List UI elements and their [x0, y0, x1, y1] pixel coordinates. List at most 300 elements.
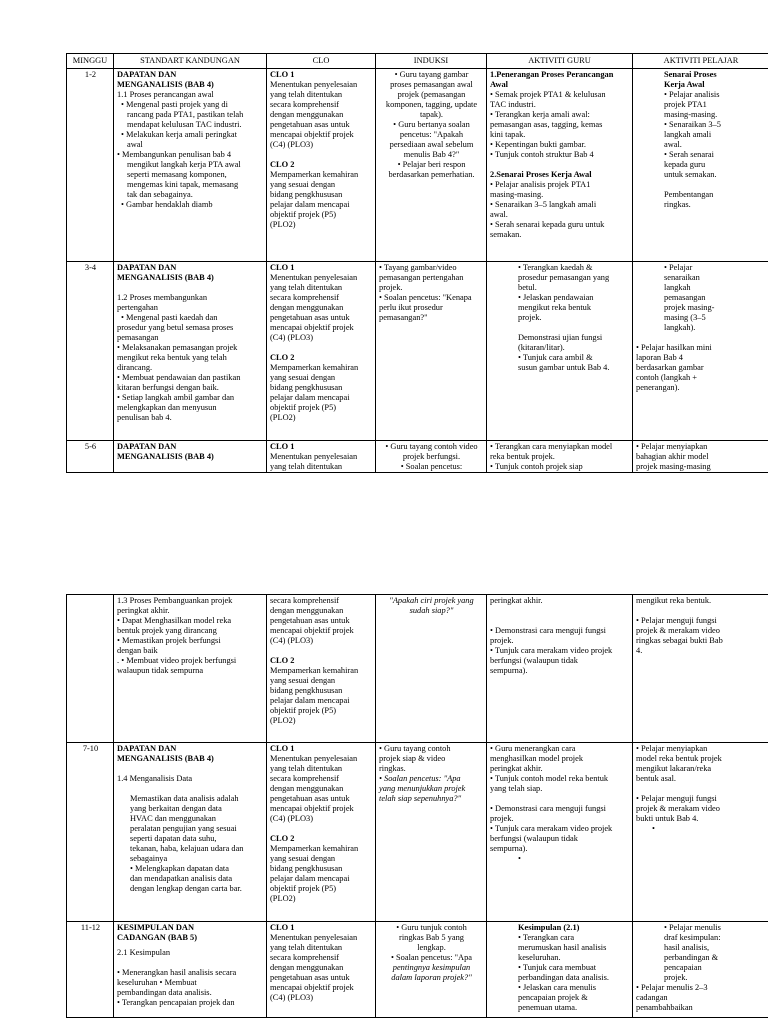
bullet-glyph: •	[518, 854, 521, 863]
header-induksi: INDUKSI	[376, 54, 487, 69]
induksi-line: • Soalan pencetus: "Apa	[379, 774, 461, 783]
ag-line: awal.	[490, 210, 508, 219]
induksi-line: pencetus: "Apakah	[399, 130, 464, 139]
sk-line: rancang pada PTA1, pastikan telah	[127, 110, 244, 119]
aktiviti-guru-cell	[487, 595, 633, 743]
clo1-title: CLO 1	[270, 263, 295, 272]
clo1-title: CLO 1	[270, 70, 295, 79]
clo-line: pelajar dalam mencapai	[270, 200, 350, 209]
ap-line: • Pelajar menguji fungsi	[636, 616, 717, 625]
induksi-line: projek.	[379, 283, 403, 292]
clo-line: pengetahuan asas untuk	[270, 120, 350, 129]
induksi-line: pemasangan pertengahan	[379, 273, 464, 282]
clo2-title: CLO 2	[270, 160, 295, 169]
clo2-title: CLO 2	[270, 834, 295, 843]
sk-subtitle: 2.1 Kesimpulan	[117, 948, 171, 957]
ap-line: bentuk asal.	[636, 774, 677, 783]
table-row	[67, 441, 768, 473]
minggu-cell	[67, 595, 114, 743]
standart-kandungan-cell	[114, 595, 267, 743]
clo-line: Mempamerkan kemahiran	[270, 844, 359, 853]
aktiviti-pelajar-cell	[633, 441, 768, 473]
ap-line: ringkas.	[664, 200, 691, 209]
clo-line: yang telah ditentukan	[270, 764, 343, 773]
ap-line: awal.	[664, 140, 682, 149]
ag-line: • Demonstrasi cara menguji fungsi	[490, 804, 606, 813]
induksi-line: perlu ikut prosedur	[379, 303, 443, 312]
ap-line: mengikut reka bentuk.	[636, 596, 712, 605]
ag-line: • Terangkan cara	[518, 933, 575, 942]
sk-line: pembandingan data analisis.	[117, 988, 212, 997]
sk-line: awal	[127, 140, 143, 149]
clo-line: mencapai objektif projek	[270, 323, 354, 332]
aktiviti-pelajar-cell	[633, 69, 768, 262]
clo-cell	[267, 441, 376, 473]
ag-line: berfungsi (walaupun tidak	[490, 834, 578, 843]
induksi-line: projek siap & video	[379, 754, 446, 763]
induksi-line: yang menunjukkan projek	[379, 784, 466, 793]
induksi-line: persediaan awal sebelum	[389, 140, 474, 149]
ag-line: • Serah senarai kepada guru untuk	[490, 220, 605, 229]
induksi-cell	[376, 595, 487, 743]
ap-line: • • Pelajar menulis	[636, 923, 767, 933]
ag-line: • • Terangkan kaedah &	[490, 263, 630, 273]
sk-line: mendapat kelulusan TAC industri.	[127, 120, 242, 129]
clo-cell	[267, 69, 376, 262]
ap-line: penambahbaikan	[636, 1003, 693, 1012]
induksi-line: • Pelajar beri respon	[397, 160, 466, 169]
ag-line: peringkat akhir.	[490, 764, 543, 773]
ap-line: • Pembentangan	[636, 190, 767, 200]
ap-line: pencapaian	[664, 963, 702, 972]
clo-line: mencapai objektif projek	[270, 626, 354, 635]
clo-line: (C4) (PLO3)	[270, 636, 314, 645]
sk-line: bentuk projek yang dirancang	[117, 626, 217, 635]
ag-line: • Semak projek PTA1 & kelulusan	[490, 90, 606, 99]
ag-heading: Awal	[490, 80, 508, 89]
table-row	[67, 69, 768, 262]
sk-title: MENGANALISIS (BAB 4)	[117, 452, 214, 461]
clo-line: dengan menggunakan	[270, 963, 344, 972]
ag-line: penemuan utama.	[518, 1003, 578, 1012]
aktiviti-guru-cell	[487, 922, 633, 1018]
induksi-line: • Guru tayang contoh video	[385, 442, 478, 451]
ag-line: kini tapak.	[490, 130, 526, 139]
induksi-line: menulis Bab 4?"	[403, 150, 460, 159]
sk-line: • Melakukan kerja amali peringkat	[121, 130, 237, 139]
ag-line: • Demonstrasi ujian fungsi	[490, 333, 630, 343]
ag-line: • Terangkan kerja amali awal:	[490, 110, 590, 119]
induksi-line: berdasarkan pemerhatian.	[388, 170, 475, 179]
ag-line: reka bentuk projek.	[490, 452, 555, 461]
clo1-title: CLO 1	[270, 442, 295, 451]
clo-line: yang telah ditentukan	[270, 943, 343, 952]
induksi-line: • Guru bertanya soalan	[393, 120, 470, 129]
induksi-line: pemasangan?"	[379, 313, 428, 322]
induksi-line: "Apakah ciri projek yang	[389, 596, 474, 605]
sk-title: DAPATAN DAN	[117, 442, 177, 451]
clo-line: (PLO2)	[270, 413, 296, 422]
induksi-line: pentingnya kesimpulan	[392, 963, 471, 972]
clo-line: Menentukan penyelesaian	[270, 452, 358, 461]
ap-line: masing (3–5	[664, 313, 706, 322]
clo-line: Mempamerkan kemahiran	[270, 363, 359, 372]
standart-kandungan-cell	[114, 743, 267, 922]
ag-line: semakan.	[490, 230, 522, 239]
ag-line: • Terangkan cara menyiapkan model	[490, 442, 613, 451]
ap-line: • Pelajar analisis	[664, 90, 720, 99]
induksi-line: • Tayang gambar/video	[379, 263, 457, 272]
table-header-row	[67, 54, 768, 69]
sk-line: seperti dapatan data suhu,	[130, 834, 217, 843]
ag-line: berfungsi (walaupun tidak	[490, 656, 578, 665]
sk-line: kitaran berfungsi dengan baik.	[117, 383, 219, 392]
ap-line: hasil analisis,	[664, 943, 710, 952]
sk-line: tekanan, haba, kelajuan udara dan	[130, 844, 244, 853]
ag-line: peringkat akhir.	[490, 596, 543, 605]
clo-line: objektif projek (P5)	[270, 706, 337, 715]
aktiviti-guru-cell	[487, 743, 633, 922]
sk-title: DAPATAN DAN	[117, 70, 177, 79]
bullet-glyph: •	[652, 824, 655, 833]
lesson-plan-table-page2	[66, 594, 768, 1018]
ag-line: • Kepentingan bukti gambar.	[490, 140, 586, 149]
ag-line: projek.	[490, 814, 514, 823]
sk-line: • Mengenal pasti projek yang di	[121, 100, 228, 109]
sk-title: DAPATAN DAN	[117, 744, 177, 753]
sk-line: pemasangan	[117, 333, 159, 342]
clo-line: (C4) (PLO3)	[270, 140, 314, 149]
table-row	[67, 743, 768, 922]
clo-line: (C4) (PLO3)	[270, 814, 314, 823]
clo-line: pelajar dalam mencapai	[270, 696, 350, 705]
table-row	[67, 262, 768, 441]
clo-line: Menentukan penyelesaian	[270, 754, 358, 763]
sk-line: • Mengenal pasti kaedah dan	[121, 313, 218, 322]
induksi-line: • Soalan pencetus: "Kenapa	[379, 293, 472, 302]
ag-line: pemasangan asas, tagging, kemas	[490, 120, 603, 129]
induksi-line: • Guru tayang contoh	[379, 744, 451, 753]
clo-line: yang sesuai dengan	[270, 373, 336, 382]
sk-line: • Terangkan pencapaian projek dan	[117, 998, 235, 1007]
clo-line: pengetahuan asas untuk	[270, 794, 350, 803]
ap-line: langkah	[664, 283, 691, 292]
sk-line: peralatan pengujian yang sesuai	[130, 824, 237, 833]
clo-line: pengetahuan asas untuk	[270, 616, 350, 625]
ap-line: senaraikan	[664, 273, 700, 282]
clo-line: bidang pengkhususan	[270, 383, 343, 392]
clo-line: secara komprehensif	[270, 596, 340, 605]
clo2-title: CLO 2	[270, 353, 295, 362]
ap-line: langkah amali	[664, 130, 712, 139]
clo-line: bidang pengkhususan	[270, 686, 343, 695]
ap-line: • Pelajar menulis 2–3	[636, 983, 708, 992]
ag-line: betul.	[518, 283, 537, 292]
clo-line: pelajar dalam mencapai	[270, 874, 350, 883]
sk-title: KESIMPULAN DAN	[117, 923, 195, 932]
clo-cell	[267, 262, 376, 441]
sk-title: MENGANALISIS (BAB 4)	[117, 754, 214, 763]
minggu-cell: 5-6	[67, 441, 114, 473]
clo-cell	[267, 595, 376, 743]
ap-line: bukti untuk Bab 4.	[636, 814, 699, 823]
ap-line: pemasangan	[664, 293, 706, 302]
sk-line: seperti memasang komponen,	[127, 170, 227, 179]
sk-line: mengemas kini tapak, memasang	[127, 180, 239, 189]
clo-line: dengan menggunakan	[270, 606, 344, 615]
sk-line: • • Melengkapkan dapatan data	[117, 864, 264, 874]
ag-line: sempurna).	[490, 666, 528, 675]
ap-line: model reka bentuk projek	[636, 754, 722, 763]
clo-cell	[267, 922, 376, 1018]
ap-line: • Pelajar menyiapkan	[636, 442, 708, 451]
ag-line: • Tunjuk cara ambil &	[518, 353, 593, 362]
ap-line: kepada guru	[664, 160, 706, 169]
ap-line: • Serah senarai	[664, 150, 714, 159]
induksi-line: • Guru tunjuk contoh	[396, 923, 467, 932]
ap-line: draf kesimpulan:	[664, 933, 721, 942]
sk-subtitle: 1.3 Proses Pembanguankan projek	[117, 596, 233, 605]
clo-cell	[267, 743, 376, 922]
sk-title: MENGANALISIS (BAB 4)	[117, 273, 214, 282]
ag-line: keseluruhan.	[518, 953, 561, 962]
aktiviti-pelajar-cell	[633, 743, 768, 922]
induksi-line: tapak).	[419, 110, 444, 119]
sk-line: walaupun tidak sempurna	[117, 666, 204, 675]
clo-line: mencapai objektif projek	[270, 983, 354, 992]
header-minggu: MINGGU	[67, 54, 114, 69]
sk-line: sebagainya	[130, 854, 168, 863]
table-row	[67, 595, 768, 743]
ag-line: • Guru menerangkan cara	[490, 744, 576, 753]
sk-line: • Memastikan data analisis adalah	[117, 794, 264, 804]
ap-heading: • Senarai Proses	[636, 70, 767, 80]
ap-line: untuk semakan.	[664, 170, 717, 179]
header-aktiviti-pelajar: AKTIVITI PELAJAR	[633, 54, 768, 69]
ap-line: bahagian akhir model	[636, 452, 709, 461]
sk-title: DAPATAN DAN	[117, 263, 177, 272]
sk-line: melengkapkan dan menyusun	[117, 403, 217, 412]
clo-line: Menentukan penyelesaian	[270, 273, 358, 282]
induksi-line: sudah siap?"	[409, 606, 454, 615]
ag-line: • Pelajar analisis projek PTA1	[490, 180, 591, 189]
induksi-line: lengkap.	[417, 943, 446, 952]
clo-line: (PLO2)	[270, 894, 296, 903]
ap-line: projek masing-	[664, 303, 715, 312]
sk-line: dengan lengkap dengan carta bar.	[130, 884, 242, 893]
standart-kandungan-cell	[114, 441, 267, 473]
clo-line: pengetahuan asas untuk	[270, 313, 350, 322]
induksi-line: ringkas.	[379, 764, 406, 773]
sk-line: tak dan sebagainya.	[127, 190, 193, 199]
induksi-line: komponen, tagging, update	[385, 100, 478, 109]
ap-line: mengikut lakaran/reka	[636, 764, 712, 773]
ap-line: • Senaraikan 3–5	[664, 120, 721, 129]
clo-line: yang sesuai dengan	[270, 854, 336, 863]
sk-line: • Setiap langkah ambil gambar dan	[117, 393, 235, 402]
ag-line: • Tunjuk cara membuat	[518, 963, 597, 972]
aktiviti-guru-cell	[487, 441, 633, 473]
ap-line: projek & merakam video	[636, 804, 720, 813]
sk-subtitle: 1.1 Proses perancangan awal	[117, 90, 214, 99]
sk-line: dengan baik	[117, 646, 158, 655]
sk-line: HVAC dan menggunakan	[130, 814, 216, 823]
ag-line: masing-masing.	[490, 190, 544, 199]
ap-line: • Pelajar hasilkan mini	[636, 343, 712, 352]
induksi-line: • Soalan pencetus:	[400, 462, 463, 471]
minggu-cell: 7-10	[67, 743, 114, 922]
header-standart-kandungan: STANDART KANDUNGAN	[114, 54, 267, 69]
sk-line: . • Membuat video projek berfungsi	[117, 656, 237, 665]
clo-line: mencapai objektif projek	[270, 804, 354, 813]
ap-line: cadangan	[636, 993, 668, 1002]
ap-line: berdasarkan gambar	[636, 363, 704, 372]
clo-line: (PLO2)	[270, 716, 296, 725]
ap-line: • Pelajar menguji fungsi	[636, 794, 717, 803]
ap-line: ringkas sebagai bukti Bab	[636, 636, 723, 645]
minggu-cell: 3-4	[67, 262, 114, 441]
induksi-line: dalam laporan projek?"	[391, 973, 472, 982]
clo-line: dengan menggunakan	[270, 784, 344, 793]
clo-line: objektif projek (P5)	[270, 403, 337, 412]
clo1-title: CLO 1	[270, 744, 295, 753]
induksi-line: proses pemasangan awal	[390, 80, 473, 89]
ag-line: mengikut reka bentuk	[518, 303, 592, 312]
ag-line: • Jelaskan pendawaian	[518, 293, 594, 302]
ag-line: • Tunjuk cara merakam video projek	[490, 646, 613, 655]
sk-title: CADANGAN (BAB 5)	[117, 933, 198, 942]
sk-line: prosedur yang betul semasa proses	[117, 323, 234, 332]
standart-kandungan-cell	[114, 262, 267, 441]
clo-line: (C4) (PLO3)	[270, 333, 314, 342]
ag-line: pencapaian projek &	[518, 993, 588, 1002]
clo-line: yang sesuai dengan	[270, 676, 336, 685]
standart-kandungan-cell	[114, 922, 267, 1018]
clo-line: bidang pengkhususan	[270, 864, 343, 873]
aktiviti-guru-cell	[487, 262, 633, 441]
ag-line: • Tunjuk contoh projek siap	[490, 462, 583, 471]
ap-line: langkah).	[664, 323, 696, 332]
induksi-line: projek (pemasangan	[397, 90, 466, 99]
clo-line: mencapai objektif projek	[270, 130, 354, 139]
aktiviti-pelajar-cell	[633, 922, 768, 1018]
clo-line: Menentukan penyelesaian	[270, 933, 358, 942]
ag-line: • Tunjuk contoh struktur Bab 4	[490, 150, 594, 159]
header-clo: CLO	[267, 54, 376, 69]
induksi-cell	[376, 262, 487, 441]
ap-line: projek masing-masing	[636, 462, 711, 471]
table-row	[67, 922, 768, 1018]
clo-line: objektif projek (P5)	[270, 884, 337, 893]
standart-kandungan-cell	[114, 69, 267, 262]
induksi-line: projek berfungsi.	[402, 452, 461, 461]
induksi-cell	[376, 743, 487, 922]
sk-line: • Dapat Menghasilkan model reka	[117, 616, 232, 625]
ap-line: 4.	[636, 646, 643, 655]
ap-line: projek.	[664, 973, 688, 982]
ag-line: • Tunjuk cara merakam video projek	[490, 824, 613, 833]
clo-line: pelajar dalam mencapai	[270, 393, 350, 402]
lesson-plan-table-page1	[66, 53, 768, 473]
induksi-line: ringkas Bab 5 yang	[399, 933, 464, 942]
induksi-cell	[376, 922, 487, 1018]
induksi-cell	[376, 69, 487, 262]
clo1-title: CLO 1	[270, 923, 295, 932]
ap-line: masing-masing.	[664, 110, 718, 119]
header-aktiviti-guru: AKTIVITI GURU	[487, 54, 633, 69]
ag-line: • Jelaskan cara menulis	[518, 983, 597, 992]
ag-heading: 2.Senarai Proses Kerja Awal	[490, 170, 592, 179]
sk-line: • Membangunkan penulisan bab 4	[117, 150, 232, 159]
induksi-cell	[376, 441, 487, 473]
sk-line: dan mendapatkan analisis data	[130, 874, 233, 883]
sk-line: • Memastikan projek berfungsi	[117, 636, 221, 645]
sk-line: penulisan bab 4.	[117, 413, 172, 422]
ap-line: projek & merakam video	[636, 626, 720, 635]
aktiviti-pelajar-cell	[633, 595, 768, 743]
ap-line: penerangan).	[636, 383, 680, 392]
ag-line: yang telah siap.	[490, 784, 543, 793]
induksi-line: • Guru tayang gambar	[394, 70, 469, 79]
clo-line: (C4) (PLO3)	[270, 993, 314, 1002]
ag-line: prosedur pemasangan yang	[518, 273, 610, 282]
ap-line: laporan Bab 4	[636, 353, 683, 362]
ag-line: projek.	[518, 313, 542, 322]
sk-line: yang berkaitan dengan data	[130, 804, 222, 813]
clo-line: secara komprehensif	[270, 293, 340, 302]
induksi-line: telah siap sepenuhnya?"	[379, 794, 462, 803]
ag-line: susun gambar untuk Bab 4.	[518, 363, 610, 372]
clo-line: secara komprehensif	[270, 100, 340, 109]
sk-line: • Menerangkan hasil analisis secara	[117, 968, 237, 977]
sk-line: pertengahan	[117, 303, 158, 312]
clo-line: Menentukan penyelesaian	[270, 80, 358, 89]
clo-line: pengetahuan asas untuk	[270, 973, 350, 982]
clo-line: Mempamerkan kemahiran	[270, 170, 359, 179]
ag-line: projek.	[490, 636, 514, 645]
clo-line: secara komprehensif	[270, 774, 340, 783]
induksi-line: • Soalan pencetus: "Apa	[390, 953, 472, 962]
ag-line: merumuskan hasil analisis	[518, 943, 607, 952]
clo-line: yang telah ditentukan	[270, 462, 343, 471]
ap-line: contoh (langkah +	[636, 373, 698, 382]
ag-heading: 1.Penerangan Proses Perancangan	[490, 70, 614, 79]
clo-line: bidang pengkhususan	[270, 190, 343, 199]
sk-line: keseluruhan • Membuat	[117, 978, 197, 987]
ap-line: projek PTA1	[664, 100, 707, 109]
ag-line: menghasilkan model projek	[490, 754, 584, 763]
ag-line: • Senaraikan 3–5 langkah amali	[490, 200, 597, 209]
sk-subtitle: 1.2 Proses membangunkan	[117, 293, 208, 302]
minggu-cell: 1-2	[67, 69, 114, 262]
ag-line: TAC industri.	[490, 100, 536, 109]
minggu-cell: 11-12	[67, 922, 114, 1018]
clo-line: yang telah ditentukan	[270, 90, 343, 99]
clo-line: Mempamerkan kemahiran	[270, 666, 359, 675]
ag-heading: • Kesimpulan (2.1)	[490, 923, 630, 933]
sk-line: mengikut reka bentuk yang telah	[117, 353, 227, 362]
ap-line: • • Pelajar	[636, 263, 767, 273]
ag-line: perbandingan data analisis.	[518, 973, 609, 982]
clo-line: objektif projek (P5)	[270, 210, 337, 219]
clo-line: dengan menggunakan	[270, 303, 344, 312]
ag-line: (kitaran/litar).	[518, 343, 565, 352]
clo-line: secara komprehensif	[270, 953, 340, 962]
clo-line: yang sesuai dengan	[270, 180, 336, 189]
sk-subtitle: 1.4 Menganalisis Data	[117, 774, 193, 783]
sk-line: • Gambar hendaklah diamb	[121, 200, 213, 209]
clo-line: dengan menggunakan	[270, 110, 344, 119]
